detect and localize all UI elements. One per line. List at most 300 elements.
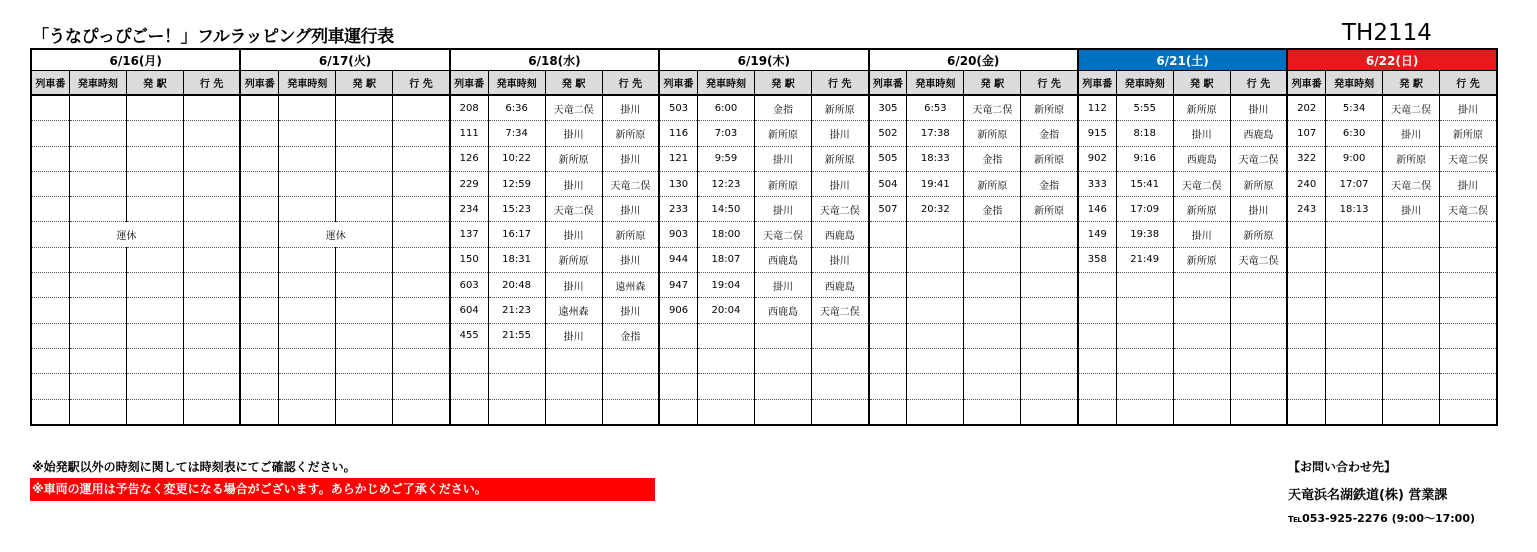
table-cell-destination	[811, 374, 868, 399]
table-cell-origin: 掛川	[545, 121, 602, 146]
table-cell-destination	[811, 323, 868, 348]
table-cell-train_no	[659, 348, 697, 373]
table-cell-train_no: 137	[450, 222, 488, 247]
table-cell-origin	[964, 247, 1021, 272]
table-cell-train_no: 915	[1078, 121, 1116, 146]
table-cell-departure_time	[907, 222, 964, 247]
table-cell-train_no	[240, 146, 278, 171]
table-cell-departure_time	[279, 146, 336, 171]
table-cell-origin	[336, 273, 393, 298]
table-cell-destination	[602, 348, 659, 373]
day-header: 6/21(土)	[1078, 49, 1287, 71]
table-cell-origin	[964, 399, 1021, 425]
table-cell-destination: 掛川	[1230, 197, 1287, 222]
table-cell-origin: 掛川	[1173, 121, 1230, 146]
table-cell-destination	[1021, 222, 1078, 247]
table-cell-departure_time	[69, 247, 126, 272]
table-cell-origin	[964, 374, 1021, 399]
table-cell-train_no	[869, 298, 907, 323]
table-cell-destination	[183, 348, 240, 373]
table-cell-destination: 新所原	[1230, 171, 1287, 196]
table-cell-train_no: 116	[659, 121, 697, 146]
table-cell-departure_time	[1326, 323, 1383, 348]
table-cell-destination: 掛川	[602, 95, 659, 121]
table-cell-origin: 金指	[964, 197, 1021, 222]
table-cell-origin: 新所原	[1383, 146, 1440, 171]
table-cell-destination: 新所原	[1021, 197, 1078, 222]
table-row	[31, 298, 1497, 323]
table-cell-destination: 掛川	[602, 298, 659, 323]
table-cell-destination: 金指	[1021, 171, 1078, 196]
table-cell-origin	[545, 374, 602, 399]
table-cell-train_no: 947	[659, 273, 697, 298]
column-header: 行 先	[183, 71, 240, 96]
table-cell-train_no: 502	[869, 121, 907, 146]
table-cell-destination: 掛川	[811, 247, 868, 272]
table-cell-destination: 掛川	[602, 197, 659, 222]
table-cell-destination: 金指	[1021, 121, 1078, 146]
table-cell-origin	[336, 171, 393, 196]
table-cell-departure_time	[69, 323, 126, 348]
table-cell-train_no	[869, 348, 907, 373]
table-cell-origin	[1173, 348, 1230, 373]
table-cell-origin	[126, 298, 183, 323]
table-cell-train_no	[31, 146, 69, 171]
table-cell-origin: 金指	[964, 146, 1021, 171]
table-cell-origin	[126, 121, 183, 146]
table-cell-train_no: 229	[450, 171, 488, 196]
table-cell-origin	[336, 95, 393, 121]
table-cell-departure_time	[69, 171, 126, 196]
table-cell-origin	[1383, 348, 1440, 373]
column-header: 行 先	[1440, 71, 1497, 96]
table-row	[31, 197, 1497, 222]
table-cell-origin: 掛川	[1383, 121, 1440, 146]
table-cell-origin	[336, 121, 393, 146]
table-cell-origin: 掛川	[754, 146, 811, 171]
column-header: 行 先	[602, 71, 659, 96]
table-cell-departure_time	[1326, 247, 1383, 272]
table-cell-train_no: 130	[659, 171, 697, 196]
table-cell-train_no	[1078, 323, 1116, 348]
table-cell-departure_time	[279, 323, 336, 348]
column-header-row	[31, 71, 1497, 96]
table-cell-departure_time	[279, 298, 336, 323]
table-cell-origin	[126, 197, 183, 222]
table-cell-destination: 天竜二俣	[811, 298, 868, 323]
table-cell-origin: 新所原	[1173, 197, 1230, 222]
table-cell-departure_time: 10:22	[488, 146, 545, 171]
table-cell-destination: 掛川	[1440, 95, 1497, 121]
day-header: 6/20(金)	[869, 49, 1078, 71]
table-cell-train_no: 504	[869, 171, 907, 196]
table-cell-destination: 新所原	[811, 95, 868, 121]
table-cell-destination	[393, 197, 450, 222]
table-cell-origin: 金指	[754, 95, 811, 121]
table-cell-origin: 新所原	[1173, 247, 1230, 272]
table-cell-train_no	[1078, 348, 1116, 373]
table-cell-destination: 西鹿島	[1230, 121, 1287, 146]
table-cell-departure_time: 8:18	[1116, 121, 1173, 146]
table-row	[31, 247, 1497, 272]
column-header: 行 先	[1021, 71, 1078, 96]
table-cell-departure_time	[1116, 273, 1173, 298]
table-cell-origin: 天竜二俣	[545, 197, 602, 222]
table-cell-train_no	[240, 273, 278, 298]
table-cell-departure_time: 6:53	[907, 95, 964, 121]
table-cell-origin	[126, 247, 183, 272]
table-cell-destination	[1230, 399, 1287, 425]
table-cell-origin: 掛川	[545, 222, 602, 247]
table-cell-origin	[336, 374, 393, 399]
table-cell-destination	[183, 273, 240, 298]
table-cell-train_no	[31, 323, 69, 348]
table-cell-departure_time: 6:36	[488, 95, 545, 121]
table-cell-destination	[393, 171, 450, 196]
table-cell-origin	[754, 399, 811, 425]
table-cell-departure_time	[907, 399, 964, 425]
table-cell-train_no: 111	[450, 121, 488, 146]
table-cell-departure_time: 18:13	[1326, 197, 1383, 222]
table-cell-origin	[754, 374, 811, 399]
table-cell-destination	[1440, 298, 1497, 323]
table-cell-train_no	[240, 247, 278, 272]
table-cell-train_no	[869, 247, 907, 272]
table-cell-destination	[1440, 247, 1497, 272]
table-cell-destination	[811, 348, 868, 373]
table-cell-origin	[754, 348, 811, 373]
table-row	[31, 146, 1497, 171]
contact-name: 天竜浜名湖鉄道(株) 営業課	[1288, 488, 1448, 503]
table-cell-destination	[1230, 348, 1287, 373]
table-cell-train_no: 902	[1078, 146, 1116, 171]
table-cell-origin: 西鹿島	[1173, 146, 1230, 171]
table-cell-destination	[183, 95, 240, 121]
table-row	[31, 273, 1497, 298]
table-cell-train_no	[1287, 399, 1325, 425]
table-cell-departure_time	[1116, 374, 1173, 399]
table-cell-departure_time	[69, 298, 126, 323]
table-cell-departure_time	[907, 247, 964, 272]
column-header: 発車時刻	[1326, 71, 1383, 96]
table-cell-origin: 天竜二俣	[1383, 171, 1440, 196]
table-cell-train_no	[450, 348, 488, 373]
column-header: 列車番	[869, 71, 907, 96]
table-cell-origin	[336, 348, 393, 373]
table-cell-departure_time: 18:31	[488, 247, 545, 272]
table-cell-origin	[964, 298, 1021, 323]
table-row	[31, 222, 1497, 247]
table-cell-destination	[1021, 323, 1078, 348]
table-cell-train_no	[1287, 273, 1325, 298]
table-row	[31, 374, 1497, 399]
table-cell-train_no	[450, 374, 488, 399]
table-cell-destination: 遠州森	[602, 273, 659, 298]
table-cell-departure_time	[1116, 298, 1173, 323]
table-cell-destination	[602, 374, 659, 399]
table-cell-departure_time: 20:04	[697, 298, 754, 323]
table-cell-origin: 新所原	[964, 171, 1021, 196]
table-row	[31, 95, 1497, 121]
suspended-label: 運休	[279, 222, 393, 247]
table-cell-train_no	[240, 323, 278, 348]
table-cell-train_no	[31, 399, 69, 425]
table-cell-departure_time	[279, 247, 336, 272]
table-cell-train_no	[450, 399, 488, 425]
table-cell-train_no	[240, 171, 278, 196]
table-cell-origin: 西鹿島	[754, 298, 811, 323]
table-cell-destination: 天竜二俣	[811, 197, 868, 222]
table-cell-departure_time	[279, 95, 336, 121]
table-row	[31, 323, 1497, 348]
table-cell-departure_time: 19:41	[907, 171, 964, 196]
column-header: 発車時刻	[1116, 71, 1173, 96]
table-cell-origin	[126, 146, 183, 171]
table-cell-origin: 新所原	[964, 121, 1021, 146]
table-cell-destination	[183, 323, 240, 348]
table-cell-departure_time: 18:00	[697, 222, 754, 247]
table-cell-origin	[336, 323, 393, 348]
table-cell-departure_time	[279, 197, 336, 222]
table-cell-origin: 掛川	[545, 323, 602, 348]
table-cell-train_no	[240, 121, 278, 146]
table-cell-destination	[602, 399, 659, 425]
table-cell-departure_time	[907, 348, 964, 373]
table-cell-origin	[126, 374, 183, 399]
table-cell-destination: 新所原	[1440, 121, 1497, 146]
table-cell-destination	[1440, 374, 1497, 399]
table-cell-origin	[964, 348, 1021, 373]
contact-heading: 【お問い合わせ先】	[1288, 460, 1397, 474]
table-cell-departure_time: 7:34	[488, 121, 545, 146]
table-cell-destination: 新所原	[811, 146, 868, 171]
table-cell-destination: 掛川	[602, 247, 659, 272]
table-cell-destination	[1021, 298, 1078, 323]
table-cell-train_no: 126	[450, 146, 488, 171]
table-cell-train_no	[869, 323, 907, 348]
table-cell-departure_time	[69, 146, 126, 171]
table-cell-departure_time	[907, 374, 964, 399]
table-cell-train_no	[31, 222, 69, 247]
table-cell-train_no: 906	[659, 298, 697, 323]
table-cell-origin	[336, 399, 393, 425]
table-cell-departure_time: 19:38	[1116, 222, 1173, 247]
table-cell-departure_time	[69, 197, 126, 222]
column-header: 発 駅	[126, 71, 183, 96]
column-header: 列車番	[31, 71, 69, 96]
table-cell-destination: 掛川	[811, 171, 868, 196]
table-cell-departure_time	[69, 95, 126, 121]
table-cell-departure_time: 20:48	[488, 273, 545, 298]
table-cell-origin: 天竜二俣	[964, 95, 1021, 121]
table-cell-destination	[1021, 374, 1078, 399]
day-header: 6/18(水)	[450, 49, 659, 71]
table-cell-departure_time	[279, 171, 336, 196]
table-cell-train_no: 121	[659, 146, 697, 171]
table-cell-departure_time: 15:23	[488, 197, 545, 222]
table-cell-departure_time: 6:00	[697, 95, 754, 121]
column-header: 発 駅	[964, 71, 1021, 96]
table-cell-departure_time	[279, 374, 336, 399]
column-header: 行 先	[1230, 71, 1287, 96]
table-cell-origin: 新所原	[545, 247, 602, 272]
table-cell-train_no	[1078, 374, 1116, 399]
table-cell-destination: 天竜二俣	[602, 171, 659, 196]
table-cell-destination: 掛川	[602, 146, 659, 171]
table-cell-origin	[1383, 273, 1440, 298]
table-cell-train_no	[1287, 374, 1325, 399]
column-header: 発 駅	[336, 71, 393, 96]
table-cell-origin	[126, 273, 183, 298]
table-cell-departure_time	[1116, 399, 1173, 425]
table-cell-departure_time: 21:55	[488, 323, 545, 348]
table-cell-departure_time: 14:50	[697, 197, 754, 222]
table-cell-train_no	[1287, 222, 1325, 247]
table-cell-origin	[126, 399, 183, 425]
column-header: 列車番	[1287, 71, 1325, 96]
table-cell-departure_time	[1326, 273, 1383, 298]
table-cell-destination: 天竜二俣	[1440, 146, 1497, 171]
table-cell-origin: 新所原	[545, 146, 602, 171]
table-cell-destination: 掛川	[1230, 95, 1287, 121]
table-cell-departure_time: 5:55	[1116, 95, 1173, 121]
table-cell-origin: 新所原	[754, 121, 811, 146]
table-cell-destination	[1230, 374, 1287, 399]
table-cell-departure_time	[1326, 348, 1383, 373]
table-cell-departure_time	[907, 323, 964, 348]
table-cell-train_no	[240, 374, 278, 399]
table-cell-destination	[1440, 222, 1497, 247]
table-cell-destination	[1021, 247, 1078, 272]
table-cell-departure_time: 15:41	[1116, 171, 1173, 196]
table-cell-train_no: 208	[450, 95, 488, 121]
table-cell-train_no: 322	[1287, 146, 1325, 171]
table-cell-destination: 掛川	[1440, 171, 1497, 196]
table-cell-origin	[1383, 247, 1440, 272]
table-cell-origin	[1173, 399, 1230, 425]
table-cell-destination	[811, 399, 868, 425]
table-cell-departure_time: 18:33	[907, 146, 964, 171]
table-cell-destination	[183, 121, 240, 146]
column-header: 列車番	[659, 71, 697, 96]
table-cell-destination	[183, 247, 240, 272]
suspended-label: 運休	[69, 222, 183, 247]
table-cell-origin	[336, 298, 393, 323]
table-cell-destination	[393, 298, 450, 323]
column-header: 行 先	[811, 71, 868, 96]
table-cell-train_no	[659, 323, 697, 348]
table-cell-train_no	[31, 374, 69, 399]
table-row	[31, 348, 1497, 373]
table-cell-destination	[183, 399, 240, 425]
table-cell-destination	[1440, 399, 1497, 425]
table-cell-destination: 西鹿島	[811, 222, 868, 247]
table-cell-departure_time: 9:00	[1326, 146, 1383, 171]
table-cell-departure_time: 21:23	[488, 298, 545, 323]
table-cell-departure_time	[69, 273, 126, 298]
table-cell-origin: 天竜二俣	[754, 222, 811, 247]
table-cell-departure_time	[69, 121, 126, 146]
table-cell-train_no	[659, 399, 697, 425]
table-cell-departure_time	[1326, 298, 1383, 323]
table-cell-train_no	[31, 171, 69, 196]
timetable-note: ※始発駅以外の時刻に関しては時刻表にてご確認ください。	[32, 460, 356, 474]
column-header: 発 駅	[1383, 71, 1440, 96]
table-cell-departure_time: 19:04	[697, 273, 754, 298]
table-cell-departure_time	[697, 374, 754, 399]
column-header: 発車時刻	[697, 71, 754, 96]
table-cell-destination	[393, 146, 450, 171]
table-cell-origin	[1383, 222, 1440, 247]
table-cell-departure_time	[279, 348, 336, 373]
table-cell-destination	[1230, 273, 1287, 298]
day-header: 6/17(火)	[240, 49, 449, 71]
table-cell-origin	[336, 146, 393, 171]
table-cell-origin	[1173, 298, 1230, 323]
table-cell-departure_time	[1116, 323, 1173, 348]
table-cell-train_no: 149	[1078, 222, 1116, 247]
change-notice: ※車両の運用は予告なく変更になる場合がございます。あらかじめご了承ください。	[30, 478, 655, 501]
table-cell-destination	[183, 222, 240, 247]
table-cell-destination	[183, 146, 240, 171]
table-cell-origin	[545, 399, 602, 425]
table-cell-departure_time	[69, 399, 126, 425]
contact-phone: ℡053-925-2276 (9:00～17:00)	[1288, 512, 1476, 525]
table-cell-destination	[393, 121, 450, 146]
table-cell-train_no: 243	[1287, 197, 1325, 222]
table-cell-departure_time	[697, 399, 754, 425]
table-cell-departure_time: 18:07	[697, 247, 754, 272]
table-cell-destination	[393, 399, 450, 425]
table-cell-origin	[1383, 323, 1440, 348]
table-cell-train_no: 333	[1078, 171, 1116, 196]
table-cell-origin	[336, 247, 393, 272]
table-cell-destination	[393, 247, 450, 272]
table-cell-origin	[1383, 374, 1440, 399]
table-cell-departure_time	[279, 121, 336, 146]
table-cell-destination: 天竜二俣	[1230, 146, 1287, 171]
column-header: 発車時刻	[69, 71, 126, 96]
table-cell-train_no	[31, 247, 69, 272]
table-cell-destination: 天竜二俣	[1230, 247, 1287, 272]
table-cell-departure_time: 7:03	[697, 121, 754, 146]
table-cell-destination	[183, 197, 240, 222]
table-cell-origin: 新所原	[754, 171, 811, 196]
table-cell-departure_time	[69, 374, 126, 399]
table-cell-origin	[126, 323, 183, 348]
table-cell-origin: 天竜二俣	[1173, 171, 1230, 196]
table-cell-destination	[1440, 273, 1497, 298]
table-cell-train_no	[240, 348, 278, 373]
table-row	[31, 171, 1497, 196]
table-cell-destination	[393, 273, 450, 298]
table-cell-train_no: 202	[1287, 95, 1325, 121]
table-cell-destination	[393, 348, 450, 373]
column-header: 発 駅	[1173, 71, 1230, 96]
table-cell-origin	[1173, 374, 1230, 399]
table-cell-departure_time: 9:59	[697, 146, 754, 171]
table-cell-train_no: 358	[1078, 247, 1116, 272]
table-cell-origin	[126, 348, 183, 373]
table-cell-train_no	[31, 298, 69, 323]
column-header: 発車時刻	[488, 71, 545, 96]
table-cell-departure_time	[907, 298, 964, 323]
table-cell-train_no	[1287, 323, 1325, 348]
table-cell-train_no	[1287, 247, 1325, 272]
table-cell-train_no	[240, 95, 278, 121]
day-header-row	[31, 49, 1497, 71]
table-cell-train_no	[869, 374, 907, 399]
